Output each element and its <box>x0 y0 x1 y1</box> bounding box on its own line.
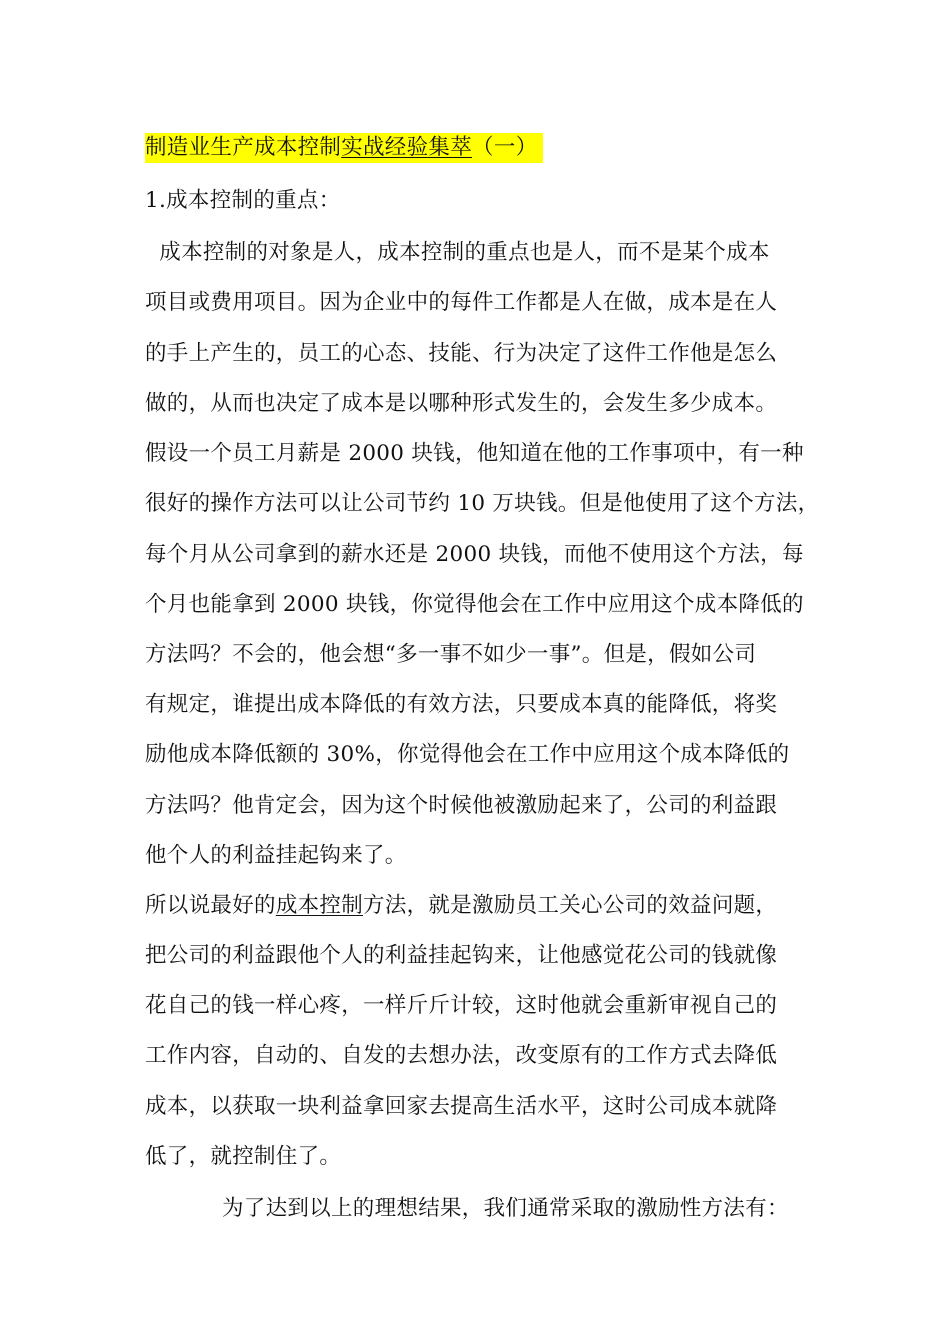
para1-line-8: 个月也能拿到 2000 块钱，你觉得他会在工作中应用这个成本降低的 <box>145 592 804 617</box>
para2-line-4: 工作内容，自动的、自发的去想办法，改变原有的工作方式去降低 <box>145 1043 778 1068</box>
para1-line-3: 的手上产生的，员工的心态、技能、行为决定了这件工作他是怎么 <box>145 341 778 366</box>
para1-line-7: 每个月从公司拿到的薪水还是 2000 块钱，而他不使用这个方法，每 <box>145 542 804 567</box>
para1-line-11: 励他成本降低额的 30%，你觉得他会在工作中应用这个成本降低的 <box>145 742 790 767</box>
para1-line-13: 他个人的利益挂起钩来了。 <box>145 843 407 868</box>
para2-line-6: 低了，就控制住了。 <box>145 1144 342 1169</box>
para1-line-12: 方法吗？他肯定会，因为这个时候他被激励起来了，公司的利益跟 <box>145 793 778 818</box>
para2-suffix: 方法，就是激励员工关心公司的效益问题， <box>363 893 778 918</box>
para1-line-10: 有规定，谁提出成本降低的有效方法，只要成本真的能降低，将奖 <box>145 692 778 717</box>
section-heading: 1.成本控制的重点： <box>145 188 341 213</box>
title-part-1: 制造业生产成本控制 <box>145 135 342 160</box>
para2-line-2: 把公司的利益跟他个人的利益挂起钩来，让他感觉花公司的钱就像 <box>145 943 778 968</box>
para2-line-3: 花自己的钱一样心疼，一样斤斤计较，这时他就会重新审视自己的 <box>145 993 778 1018</box>
para2-line-5: 成本，以获取一块利益拿回家去提高生活水平，这时公司成本就降 <box>145 1094 778 1119</box>
para2-line-1 <box>145 891 777 921</box>
para1-line-5: 假设一个员工月薪是 2000 块钱，他知道在他的工作事项中，有一种 <box>145 441 804 466</box>
para1-line-9: 方法吗？不会的，他会想“多一事不如少一事”。但是，假如公司 <box>145 642 757 667</box>
title-part-2: 实战经验集萃 <box>341 135 473 160</box>
para2-prefix: 所以说最好的 <box>145 893 276 918</box>
para1-line-1: 成本控制的对象是人，成本控制的重点也是人，而不是某个成本 <box>145 240 770 265</box>
para3-line: 为了达到以上的理想结果，我们通常采取的激励性方法有： <box>222 1196 789 1221</box>
cost-control-link[interactable]: 成本控制 <box>275 893 364 918</box>
document-title <box>145 133 543 163</box>
para1-line-2: 项目或费用项目。因为企业中的每件工作都是人在做，成本是在人 <box>145 290 778 315</box>
title-part-3: （一） <box>472 135 538 160</box>
para1-line-4: 做的，从而也决定了成本是以哪种形式发生的，会发生多少成本。 <box>145 391 778 416</box>
para1-line-6: 很好的操作方法可以让公司节约 10 万块钱。但是他使用了这个方法， <box>145 491 820 516</box>
